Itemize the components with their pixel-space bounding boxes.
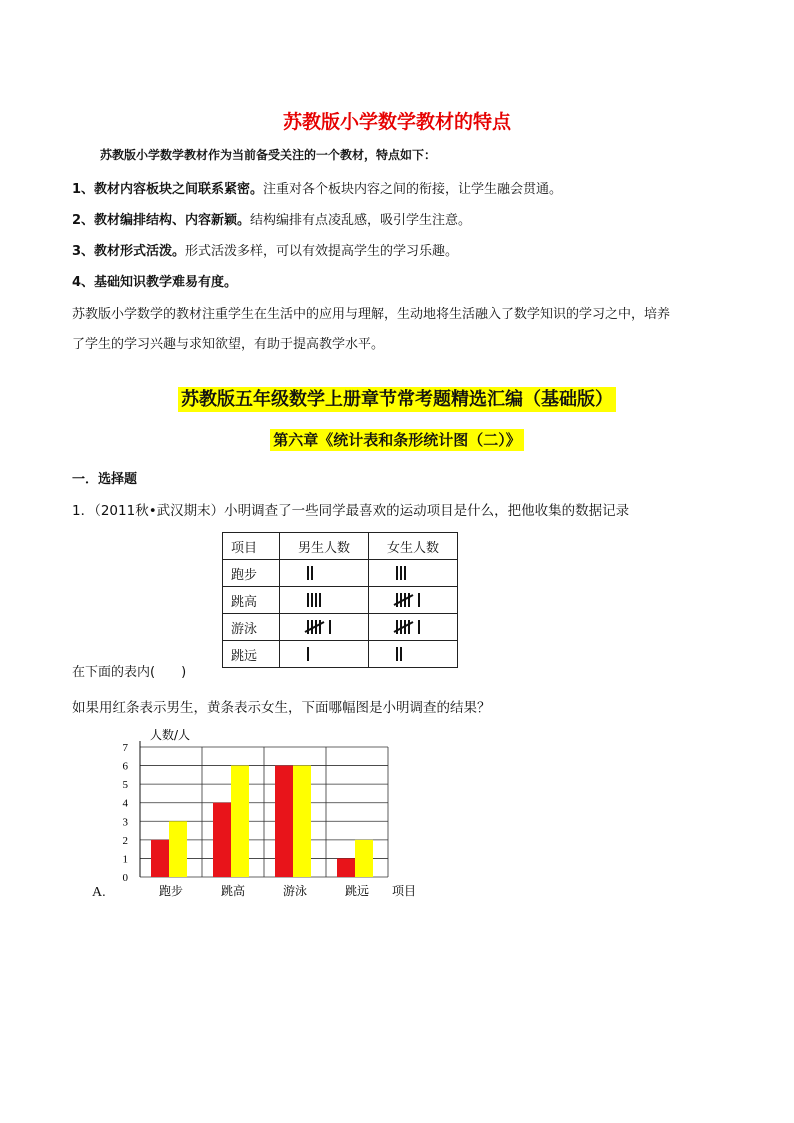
y-tick-label: 4 [122, 797, 128, 810]
bar-red [151, 840, 169, 877]
main-heading-text: 苏教版五年级数学上册章节常考题精选汇编（基础版） [178, 387, 616, 412]
chapter-heading [0, 429, 794, 450]
tally-item-cell: 跑步 [223, 560, 280, 587]
tally-female-cell [369, 560, 458, 587]
point-2-text: 结构编排有点凌乱感，吸引学生注意。 [250, 213, 472, 228]
y-tick-label: 5 [122, 779, 128, 792]
tally-row [223, 614, 458, 641]
point-2-title: 2、教材编排结构、内容新颖。 [72, 213, 251, 228]
point-1 [72, 178, 562, 197]
bar-chart [90, 725, 450, 905]
question-stem: 1．（2011秋•武汉期末）小明调查了一些同学最喜欢的运动项目是什么，把他收集的数据记录 [72, 503, 630, 519]
x-tick-label: 游泳 [282, 884, 308, 898]
y-tick-label: 6 [122, 760, 128, 773]
tally-male-cell [280, 641, 369, 668]
point-3 [72, 240, 458, 259]
bar-red [337, 858, 355, 877]
tally-header-cell: 项目 [223, 533, 280, 560]
bar-yellow [355, 840, 373, 877]
tally-header-cell: 女生人数 [369, 533, 458, 560]
question-blank-line: 在下面的表内( ) [72, 665, 187, 680]
bar-yellow [231, 766, 249, 877]
bar-red [275, 766, 293, 877]
bar-red [213, 803, 231, 877]
summary-line-1: 苏教版小学数学的教材注重学生在生活中的应用与理解，生动地将生活融入了数学知识的学习之中，培养 [72, 307, 671, 322]
y-tick-label: 3 [122, 816, 128, 829]
point-4-title: 4、基础知识教学难易有度。 [72, 275, 238, 290]
y-tick-label: 7 [122, 742, 128, 754]
intro-lead: 苏教版小学数学教材作为当前备受关注的一个教材，特点如下： [100, 148, 437, 162]
tally-male-cell [280, 560, 369, 587]
x-axis-label: 项目 [391, 884, 417, 898]
point-3-text: 形式活泼多样，可以有效提高学生的学习乐趣。 [185, 244, 459, 259]
question-prompt: 如果用红条表示男生，黄条表示女生，下面哪幅图是小明调查的结果？ [72, 700, 491, 716]
tally-header-row [223, 533, 458, 560]
page-title: 苏教版小学数学教材的特点 [282, 111, 511, 133]
tally-female-cell [369, 587, 458, 614]
point-4 [72, 271, 237, 290]
point-1-text: 注重对各个板块内容之间的衔接，让学生融会贯通。 [263, 182, 563, 197]
x-tick-label: 跑步 [158, 884, 184, 898]
main-heading [0, 385, 794, 411]
y-tick-label: 1 [122, 853, 128, 866]
section-title: 一．选择题 [72, 472, 138, 487]
tally-row [223, 641, 458, 668]
tally-male-cell [280, 614, 369, 641]
point-3-title: 3、教材形式活泼。 [72, 244, 186, 259]
point-1-title: 1、教材内容板块之间联系紧密。 [72, 182, 264, 197]
tally-female-cell [369, 641, 458, 668]
summary-line-2: 了学生的学习兴趣与求知欲望，有助于提高教学水平。 [72, 337, 385, 352]
x-tick-label: 跳高 [220, 884, 246, 898]
y-tick-label: 0 [122, 872, 128, 884]
option-a-label: A. [92, 885, 106, 900]
tally-row [223, 560, 458, 587]
tally-table [222, 532, 458, 668]
tally-item-cell: 游泳 [223, 614, 280, 641]
bar-yellow [293, 766, 311, 877]
bar-yellow [169, 821, 187, 877]
tally-female-cell [369, 614, 458, 641]
tally-male-cell [280, 587, 369, 614]
x-tick-label: 跳远 [344, 884, 370, 898]
tally-item-cell: 跳远 [223, 641, 280, 668]
tally-item-cell: 跳高 [223, 587, 280, 614]
tally-header-cell: 男生人数 [280, 533, 369, 560]
y-axis-label: 人数/人 [150, 728, 191, 742]
point-2 [72, 209, 471, 228]
chapter-heading-text: 第六章《统计表和条形统计图（二）》 [270, 429, 524, 451]
tally-row [223, 587, 458, 614]
y-tick-label: 2 [122, 834, 128, 847]
